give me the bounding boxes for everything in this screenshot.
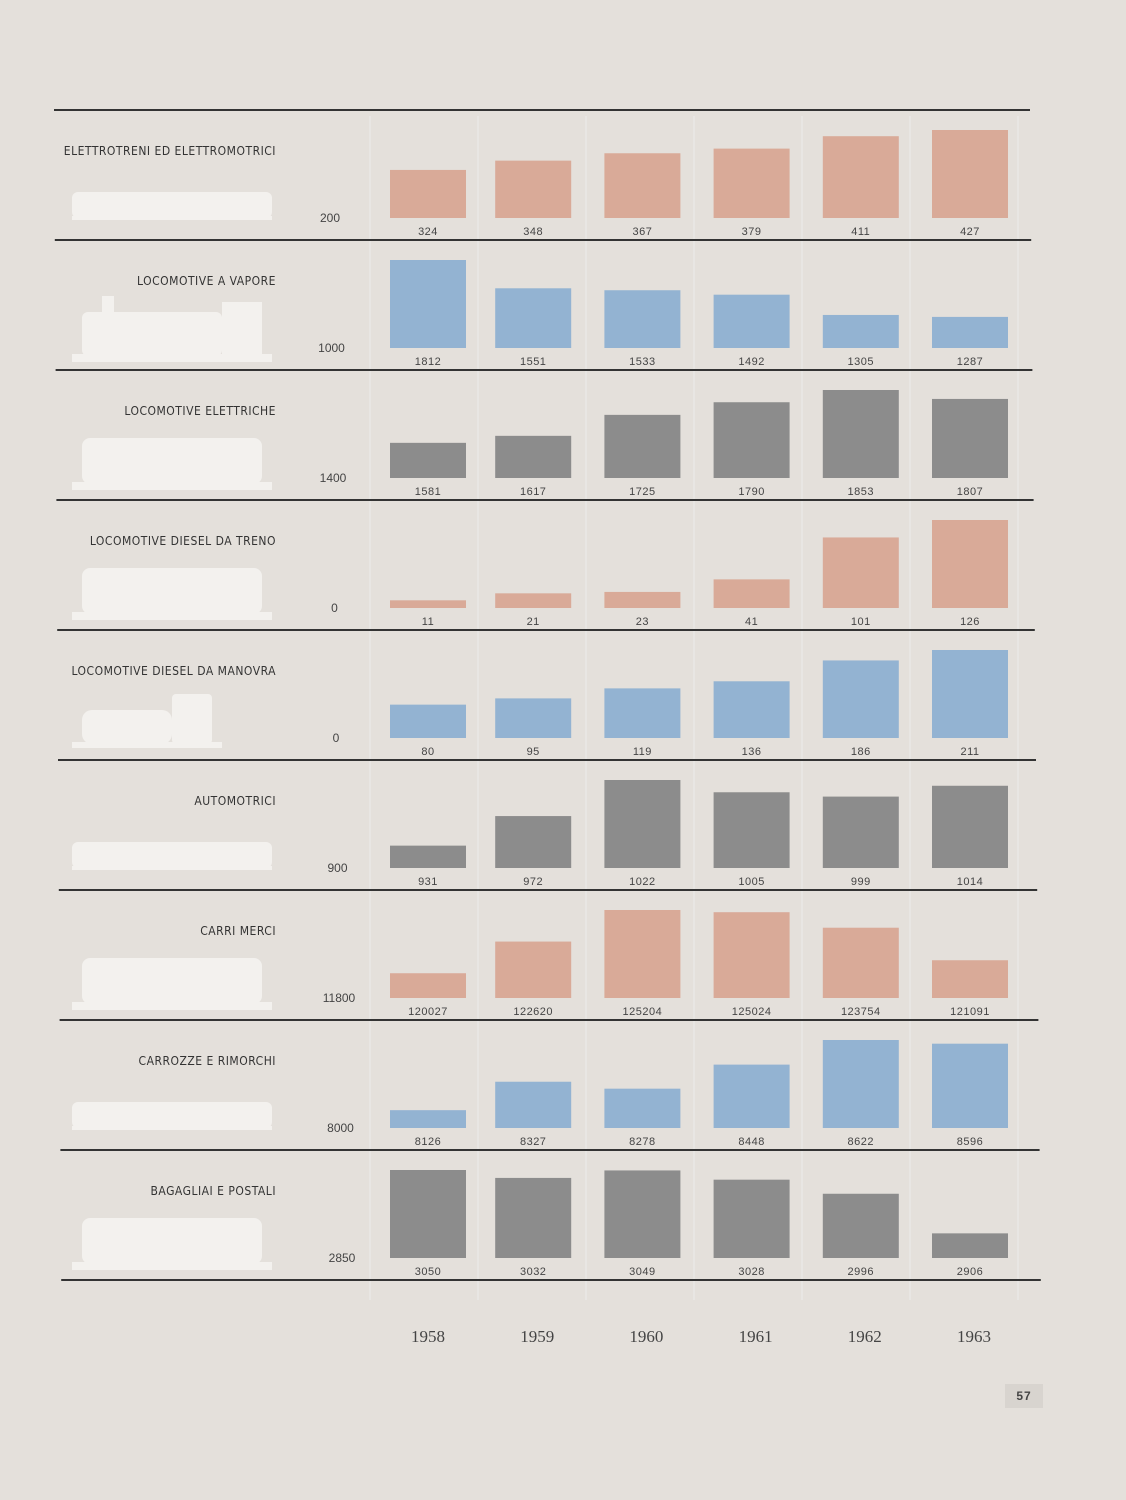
value-label: 1853: [847, 486, 875, 498]
value-label: 21: [526, 616, 540, 628]
value-label: 1807: [956, 486, 984, 498]
value-label: 125024: [731, 1006, 772, 1018]
value-label: 8126: [414, 1136, 442, 1148]
value-label: 1725: [629, 486, 656, 498]
value-label: 379: [741, 226, 762, 238]
section-8: [72, 1040, 1008, 1148]
electric-locomotive-icon: [72, 438, 272, 490]
baseline-label: 0: [332, 731, 340, 745]
bar: [714, 1065, 790, 1128]
value-label: 1551: [519, 356, 547, 368]
bar: [390, 260, 466, 348]
section-5: [71, 650, 1008, 758]
bar: [714, 402, 790, 478]
value-label: 122620: [513, 1006, 554, 1018]
bar: [932, 130, 1008, 218]
value-label: 1305: [847, 356, 875, 368]
value-label: 41: [744, 616, 759, 628]
value-label: 8448: [738, 1136, 765, 1148]
bar: [390, 443, 466, 478]
bar: [390, 600, 466, 608]
bar: [495, 1082, 571, 1128]
value-label: 8622: [847, 1136, 875, 1148]
bar: [495, 288, 571, 348]
bar: [823, 1040, 899, 1128]
section-title: AUTOMOTRICI: [194, 794, 276, 808]
value-label: 1617: [519, 486, 547, 498]
value-label: 123754: [840, 1006, 881, 1018]
value-label: 125204: [622, 1006, 663, 1018]
bar: [495, 593, 571, 608]
value-label: 931: [418, 876, 438, 888]
bar: [390, 973, 466, 998]
baseline-label: 11800: [322, 991, 356, 1005]
passenger-coach-icon: [72, 1102, 272, 1130]
value-label: 101: [850, 616, 871, 628]
value-label: 8327: [519, 1136, 547, 1148]
bar: [604, 1089, 680, 1128]
bar: [604, 780, 680, 868]
bar: [390, 1110, 466, 1128]
value-label: 2906: [956, 1266, 984, 1278]
value-label: 348: [523, 226, 544, 238]
bar: [604, 415, 680, 478]
bar: [604, 688, 680, 738]
section-1: [64, 130, 1008, 238]
bar: [714, 912, 790, 998]
bar: [390, 1170, 466, 1258]
bar: [714, 579, 790, 608]
value-label: 1287: [956, 356, 984, 368]
bar: [823, 315, 899, 348]
value-label: 8596: [956, 1136, 984, 1148]
bar: [714, 792, 790, 868]
shunting-locomotive-icon: [72, 694, 222, 748]
year-label: 1962: [847, 1327, 882, 1346]
value-label: 1492: [738, 356, 765, 368]
bar: [932, 520, 1008, 608]
bar: [823, 660, 899, 738]
bar: [823, 928, 899, 998]
bar: [932, 1233, 1008, 1258]
baseline-label: 2850: [328, 1251, 356, 1265]
diesel-locomotive-icon: [72, 568, 272, 620]
value-label: 972: [523, 876, 544, 888]
value-label: 119: [632, 746, 652, 758]
bar: [495, 161, 571, 218]
value-label: 11: [421, 616, 435, 628]
value-label: 8278: [629, 1136, 656, 1148]
section-title: CARROZZE E RIMORCHI: [138, 1054, 276, 1068]
section-4: [72, 520, 1008, 628]
year-label: 1959: [520, 1327, 555, 1346]
value-label: 3032: [519, 1266, 547, 1278]
section-9: [72, 1170, 1008, 1278]
steam-locomotive-icon: [72, 296, 272, 362]
bar: [823, 390, 899, 478]
value-label: 1014: [956, 876, 984, 888]
bar: [604, 153, 680, 218]
electric-train-icon: [72, 192, 272, 220]
value-label: 1581: [414, 486, 442, 498]
bar: [714, 1180, 790, 1258]
section-title: CARRI MERCI: [200, 924, 276, 938]
section-title: ELETTROTRENI ED ELETTROMOTRICI: [63, 144, 276, 158]
section-title: BAGAGLIAI E POSTALI: [150, 1184, 276, 1198]
section-title: LOCOMOTIVE ELETTRICHE: [124, 404, 276, 418]
section-6: [72, 780, 1008, 888]
value-label: 1812: [414, 356, 442, 368]
value-label: 136: [741, 746, 762, 758]
year-label: 1961: [738, 1327, 773, 1346]
section-7: [72, 910, 1008, 1018]
value-label: 1533: [629, 356, 656, 368]
baseline-label: 1000: [318, 341, 345, 355]
bar: [932, 960, 1008, 998]
bar: [390, 846, 466, 868]
bar: [823, 136, 899, 218]
value-label: 1022: [629, 876, 656, 888]
bar: [604, 910, 680, 998]
bar: [932, 1044, 1008, 1128]
year-label: 1960: [629, 1327, 664, 1346]
baseline-label: 900: [327, 861, 348, 875]
value-label: 2996: [847, 1266, 875, 1278]
bar: [714, 149, 790, 218]
bar: [495, 816, 571, 868]
bar: [932, 317, 1008, 348]
bar: [714, 295, 790, 348]
bar: [932, 650, 1008, 738]
value-label: 121091: [950, 1006, 990, 1018]
value-label: 95: [526, 746, 540, 758]
freight-wagon-icon: [72, 958, 272, 1010]
section-title: LOCOMOTIVE A VAPORE: [137, 274, 276, 288]
bar: [495, 942, 571, 998]
year-label: 1963: [957, 1327, 991, 1346]
bar: [714, 681, 790, 738]
value-label: 411: [851, 226, 871, 238]
bar: [390, 705, 466, 738]
value-label: 211: [960, 746, 980, 758]
bar: [390, 170, 466, 218]
value-label: 367: [632, 226, 653, 238]
bar: [932, 786, 1008, 868]
railcar-icon: [72, 842, 272, 870]
value-label: 120027: [408, 1006, 448, 1018]
section-2: [72, 260, 1008, 368]
baseline-label: 1400: [319, 471, 347, 485]
bar: [932, 399, 1008, 478]
baseline-label: 8000: [327, 1121, 354, 1135]
bar: [495, 1178, 571, 1258]
bar: [604, 1170, 680, 1258]
bar: [823, 1194, 899, 1258]
value-label: 80: [421, 746, 435, 758]
value-label: 23: [635, 616, 650, 628]
value-label: 3049: [629, 1266, 656, 1278]
bar: [823, 797, 899, 868]
value-label: 3028: [738, 1266, 765, 1278]
section-title: LOCOMOTIVE DIESEL DA MANOVRA: [71, 664, 276, 678]
value-label: 1790: [738, 486, 765, 498]
value-label: 999: [850, 876, 871, 888]
bar: [495, 436, 571, 478]
value-label: 186: [850, 746, 871, 758]
section-3: [72, 390, 1008, 498]
bar: [604, 592, 680, 608]
value-label: 3050: [414, 1266, 442, 1278]
value-label: 427: [960, 226, 980, 238]
baseline-label: 200: [319, 211, 341, 225]
bar: [495, 698, 571, 738]
baseline-label: 0: [331, 601, 338, 615]
page-number: 57: [1005, 1384, 1043, 1408]
value-label: 324: [418, 226, 438, 238]
year-label: 1958: [411, 1327, 445, 1346]
value-label: 1005: [738, 876, 765, 888]
bar: [823, 537, 899, 608]
value-label: 126: [960, 616, 980, 628]
baggage-van-icon: [72, 1218, 272, 1270]
section-title: LOCOMOTIVE DIESEL DA TRENO: [89, 534, 276, 548]
bar: [604, 290, 680, 348]
